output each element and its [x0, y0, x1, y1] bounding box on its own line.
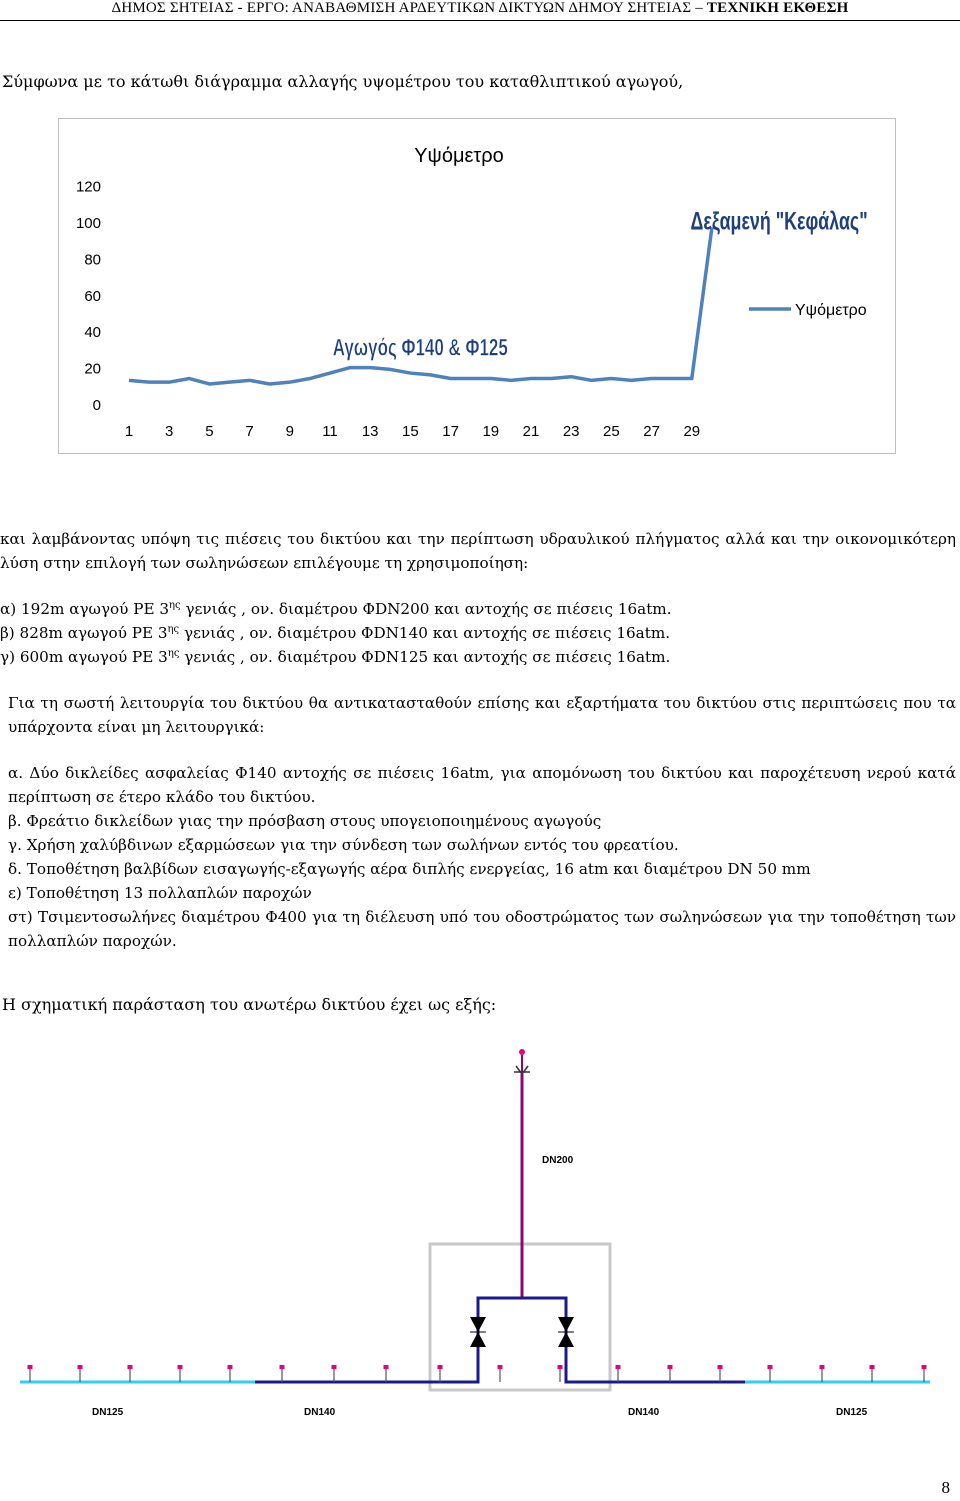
service-connection-marker: [228, 1365, 233, 1382]
service-connection-marker: [438, 1365, 443, 1382]
label-dn140-right: DN140: [628, 1407, 660, 1418]
label-dn125-left: DN125: [92, 1407, 124, 1418]
x-tick-label: 13: [361, 423, 379, 440]
x-tick-label: 25: [603, 423, 620, 440]
service-connection-marker: [78, 1365, 83, 1382]
service-connection-marker: [28, 1365, 33, 1382]
paragraph-1: και λαμβάνοντας υπόψη τις πιέσεις του δικτύου και την περίπτωση υδραυλικού πλήγματος αλλά και την οικονομικότερη λύση στην επιλογή των σωληνώσεων επιλέγουμε τη χρησιμοποίηση:: [0, 530, 956, 572]
legend-label: Υψόμετρο: [795, 302, 867, 319]
y-tick-label: 120: [75, 178, 101, 196]
fittings-item-e: ε) Τοποθέτηση 13 πολλαπλών παροχών: [8, 884, 312, 902]
fittings-item-f: στ) Τσιμεντοσωλήνες διαμέτρου Φ400 για τη διέλευση υπό του οδοστρώματος των σωληνώσεων για την τοποθέτηση των πολλαπλών παροχών.: [8, 908, 956, 950]
x-tick-label: 7: [245, 423, 254, 440]
fittings-item-d: δ. Τοποθέτηση βαλβίδων εισαγωγής-εξαγωγής αέρα διπλής ενεργείας, 16 atm και διαμέτρου DN 50 mm: [8, 860, 811, 878]
pipe-list-item-c: γ) 600m αγωγού PE $3^{\eta\varsigma}$ γενιάς , ον. διαμέτρου ΦDN125 και αντοχής σε πιέσεις 16atm.: [0, 648, 671, 666]
x-tick-label: 21: [522, 423, 540, 440]
header-bold-text: ΤΕΧΝΙΚΗ ΕΚΘΕΣΗ: [706, 0, 849, 16]
pipe-dn140-left-branch: [40, 1298, 522, 1382]
page-header: [0, 0, 960, 20]
fittings-list: [8, 761, 956, 953]
fittings-item-c: γ. Χρήση χαλύβδινων εξαρμώσεων για την σύνδεση των σωλήνων εντός του φρεατίου.: [8, 836, 679, 854]
y-tick-label: 40: [84, 324, 101, 342]
x-tick-label: 27: [643, 423, 660, 440]
x-tick-label: 23: [562, 423, 580, 440]
x-tick-label: 3: [165, 423, 174, 440]
paragraph-2: Για τη σωστή λειτουργία του δικτύου θα αντικατασταθούν επίσης και εξαρτήματα του δικτύου στις περιπτώσεις που τα υπάρχοντα είναι μη λειτουργικά:: [8, 694, 956, 736]
service-connection-marker: [498, 1365, 503, 1382]
x-tick-label: 1: [124, 423, 134, 440]
page-number: 8: [941, 1478, 950, 1497]
service-connection-marker: [332, 1365, 337, 1382]
pipe-list-item-a: α) 192m αγωγού PE $3^{\eta\varsigma}$ γενιάς , ον. διαμέτρου ΦDN200 και αντοχής σε πιέσεις 16atm.: [0, 600, 672, 618]
service-connection-marker: [128, 1365, 133, 1382]
network-schematic: [0, 1030, 960, 1430]
paragraph-intro: [0, 527, 956, 575]
paragraph-replacements: [8, 691, 956, 739]
header-divider: [0, 20, 960, 21]
service-connection-marker: [870, 1365, 875, 1382]
label-dn140-left: DN140: [304, 1407, 336, 1418]
y-tick-label: 60: [84, 287, 101, 305]
x-tick-label: 9: [285, 423, 294, 440]
chart-title: Υψόμετρο: [414, 145, 504, 167]
service-connection-marker: [718, 1365, 723, 1382]
header-text: ΔΗΜΟΣ ΣΗΤΕΙΑΣ - ΕΡΓΟ: ΑΝΑΒΑΘΜΙΣΗ ΑΡΔΕΥΤΙΚΩΝ ΔΙΚΤΥΩΝ ΔΗΜΟΥ ΣΗΤΕΙΑΣ –: [111, 0, 707, 16]
pipe-dn140-right-branch: [522, 1298, 920, 1382]
label-dn125-right: DN125: [836, 1407, 868, 1418]
y-tick-label: 0: [92, 397, 101, 414]
x-tick-label: 19: [482, 423, 500, 440]
valve-chamber: [430, 1244, 610, 1390]
label-dn200: DN200: [542, 1155, 574, 1166]
air-valve-marker: [519, 1049, 525, 1055]
service-connection-marker: [616, 1365, 621, 1382]
fittings-item-a: α. Δύο δικλείδες ασφαλείας Φ140 αντοχής σε πιέσεις 16atm, για απομόνωση του δικτύου και παροχέτευση νερού κατά περίπτωση σε έτερο κλάδο του δικτύου.: [8, 764, 956, 806]
elevation-chart-svg: [59, 119, 895, 453]
service-connection-marker: [820, 1365, 825, 1382]
y-tick-label: 20: [84, 360, 101, 378]
service-connection-marker: [668, 1365, 673, 1382]
service-connection-marker: [178, 1365, 183, 1382]
pipe-list-item-b: β) 828m αγωγού PE $3^{\eta\varsigma}$ γενιάς , ον. διαμέτρου ΦDN140 και αντοχής σε πιέσεις 16atm.: [0, 624, 671, 642]
gate-valve-right-icon: [558, 1317, 574, 1347]
x-tick-label: 15: [402, 423, 419, 440]
annotation-tank-label: Δεξαμενή "Κεφάλας": [690, 206, 868, 236]
x-tick-label: 17: [442, 423, 459, 440]
service-connection-marker: [280, 1365, 285, 1382]
x-tick-label: 29: [683, 423, 701, 440]
y-tick-label: 100: [75, 215, 101, 232]
annotation-pipe-label: Αγωγός Φ140 & Φ125: [332, 334, 508, 362]
service-connection-marker: [384, 1365, 389, 1382]
fittings-item-b: β. Φρεάτιο δικλείδων γιας την πρόσβαση στους υπογειοποιημένους αγωγούς: [8, 812, 602, 830]
elevation-chart: [58, 118, 896, 454]
pipe-list: [0, 597, 672, 669]
x-tick-label: 11: [322, 423, 338, 440]
service-connection-marker: [768, 1365, 773, 1382]
service-connection-marker: [558, 1365, 563, 1382]
intro-text: Σύμφωνα με το κάτωθι διάγραμμα αλλαγής υψομέτρου του καταθλιπτικού αγωγού,: [2, 72, 684, 91]
x-tick-label: 5: [205, 423, 214, 440]
gate-valve-left-icon: [470, 1317, 486, 1347]
schematic-caption: Η σχηματική παράσταση του ανωτέρω δικτύου έχει ως εξής:: [2, 995, 497, 1014]
y-tick-label: 80: [84, 251, 101, 269]
service-connection-marker: [922, 1365, 927, 1382]
